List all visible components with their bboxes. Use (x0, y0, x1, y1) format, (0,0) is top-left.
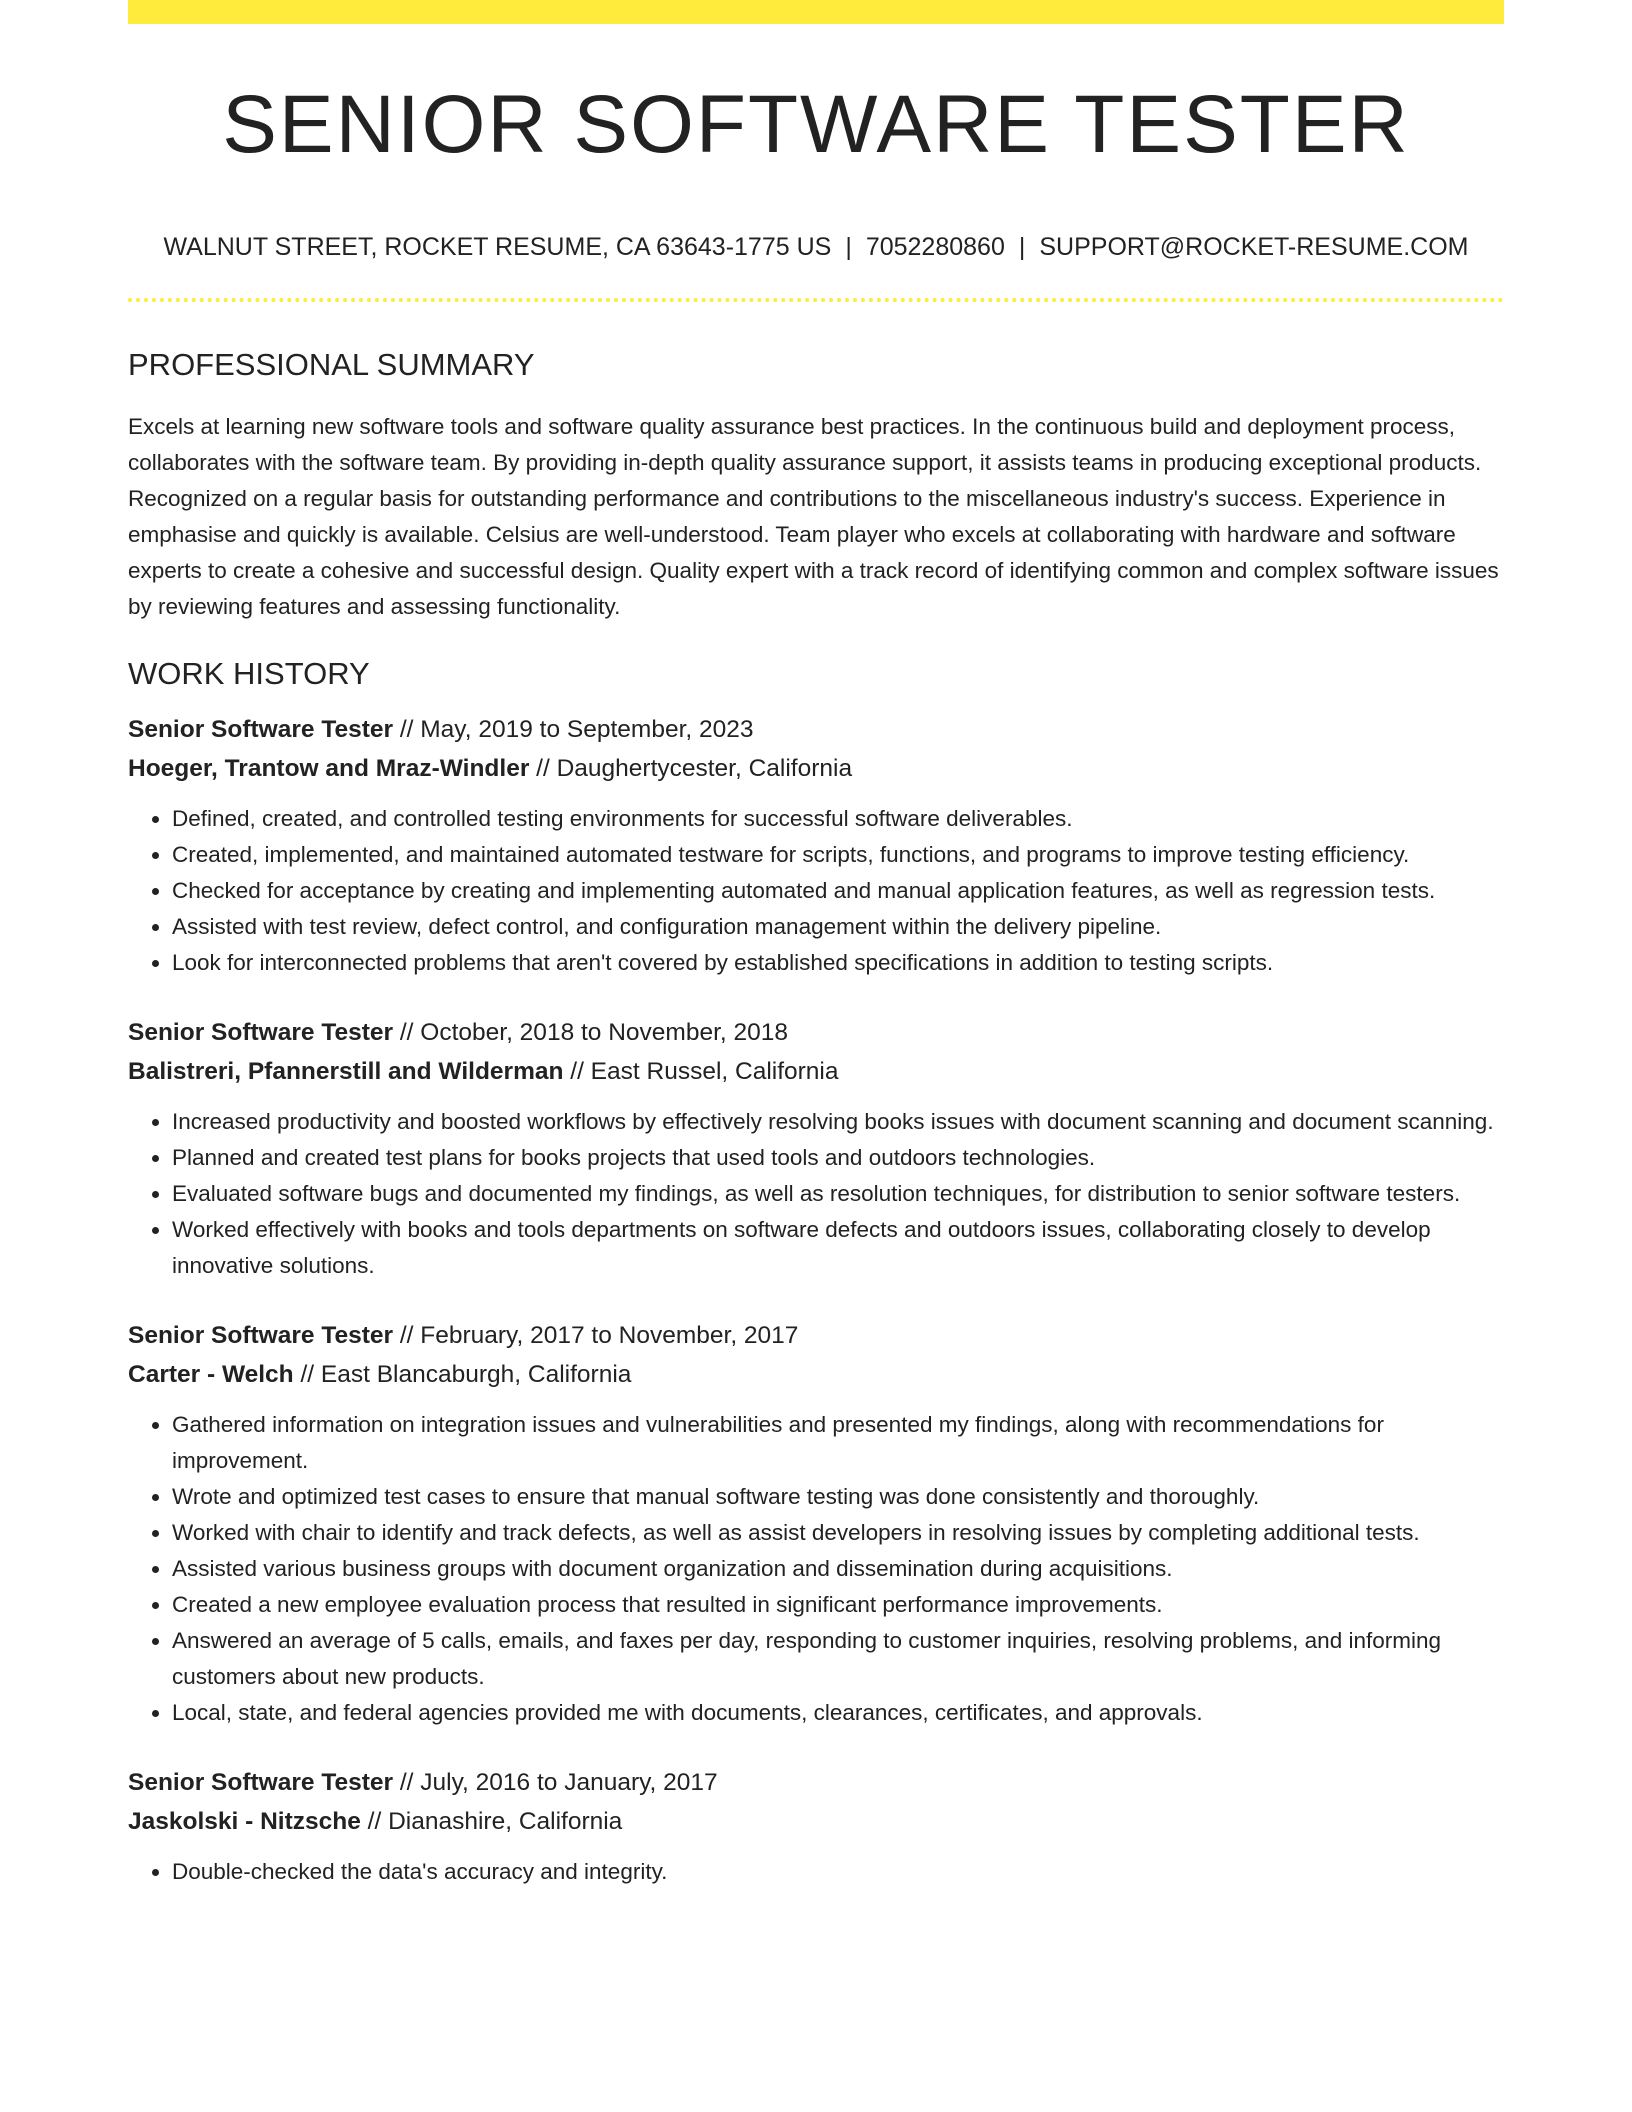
job-role-line (128, 1763, 1504, 1802)
job-bullet: • Answered an average of 5 calls, emails, and faxes per day, responding to customer inquiries, resolving problems, and informing customers about new products. (172, 1623, 1504, 1695)
job-bullet: • Gathered information on integration issues and vulnerabilities and presented my findings, along with recommendations for improvement. (172, 1407, 1504, 1479)
summary-heading: PROFESSIONAL SUMMARY (128, 347, 535, 382)
job-bullet: • Worked with chair to identify and track defects, as well as assist developers in resolving issues by completing additional tests. (172, 1515, 1504, 1551)
job-location: // Dianashire, California (360, 1808, 623, 1836)
job-role: Senior Software Tester (128, 1769, 394, 1797)
job-bullet: • Worked effectively with books and tools departments on software defects and outdoors issues, collaborating closely to develop innovative solutions. (172, 1212, 1504, 1284)
contact-phone: 7052280860 (865, 233, 1005, 261)
job-dates: // February, 2017 to November, 2017 (393, 1322, 799, 1350)
job-company-line (128, 749, 1504, 788)
job-company-line (128, 1802, 1504, 1841)
job-bullet: • Created, implemented, and maintained automated testware for scripts, functions, and programs to improve testing efficiency. (172, 837, 1504, 873)
job-bullet: • Local, state, and federal agencies provided me with documents, clearances, certificates, and approvals. (172, 1695, 1504, 1731)
job-bullets (128, 1104, 1504, 1284)
contact-separator: | (845, 233, 852, 261)
job-bullet: • Created a new employee evaluation process that resulted in significant performance improvements. (172, 1587, 1504, 1623)
contact-line (128, 232, 1504, 262)
contact-separator: | (1018, 233, 1026, 261)
accent-bar (128, 0, 1504, 24)
job-role-line (128, 1316, 1504, 1355)
job-dates: // May, 2019 to September, 2023 (393, 716, 754, 744)
work-history-heading: WORK HISTORY (128, 656, 370, 692)
resume-title: SENIOR SOFTWARE TESTER (222, 79, 1410, 170)
contact-email: SUPPORT@ROCKET-RESUME.COM (1039, 233, 1469, 261)
job-role-line (128, 710, 1504, 749)
job-bullets (128, 801, 1504, 981)
job-company: Balistreri, Pfannerstill and Wilderman (128, 1058, 564, 1086)
job-bullet: • Defined, created, and controlled testing environments for successful software deliverables. (172, 801, 1504, 837)
job-role: Senior Software Tester (128, 716, 394, 744)
contact-address: WALNUT STREET, ROCKET RESUME, CA 63643-1775 US (163, 233, 832, 261)
job-bullet: • Double-checked the data's accuracy and integrity. (172, 1854, 1504, 1890)
job-dates: // October, 2018 to November, 2018 (393, 1019, 789, 1047)
job-bullets (128, 1854, 1504, 1890)
dotted-divider (128, 298, 1504, 302)
job-bullets (128, 1407, 1504, 1731)
job-bullet: • Planned and created test plans for books projects that used tools and outdoors technologies. (172, 1140, 1504, 1176)
job-role: Senior Software Tester (128, 1019, 394, 1047)
job-company: Hoeger, Trantow and Mraz-Windler (128, 755, 530, 783)
summary-text: Excels at learning new software tools and software quality assurance best practices. In the continuous build and deployment process, collaborates with the software team. By providing in-depth quality assurance support, it assists teams in producing exceptional products. Recognized on a regular basis for outstanding performance and contributions to the miscellaneous industry's success. Experience in emphasise and quickly is available. Celsius are well-understood. Team player who excels at collaborating with hardware and software experts to create a cohesive and successful design. Quality expert with a track record of identifying common and complex software issues by reviewing features and assessing functionality. (128, 414, 1499, 620)
job-location: // East Blancaburgh, California (293, 1361, 632, 1389)
job-role: Senior Software Tester (128, 1322, 394, 1350)
job-bullet: • Assisted with test review, defect control, and configuration management within the delivery pipeline. (172, 909, 1504, 945)
job-company: Carter - Welch (128, 1361, 294, 1389)
job-bullet: • Look for interconnected problems that aren't covered by established specifications in addition to testing scripts. (172, 945, 1504, 981)
job-entry (128, 710, 1504, 981)
job-location: // East Russel, California (563, 1058, 839, 1086)
job-entry (128, 1316, 1504, 1731)
job-bullet: • Increased productivity and boosted workflows by effectively resolving books issues with document scanning and document scanning. (172, 1104, 1504, 1140)
job-role-line (128, 1013, 1504, 1052)
job-bullet: • Evaluated software bugs and documented my findings, as well as resolution techniques, for distribution to senior software testers. (172, 1176, 1504, 1212)
job-location: // Daughertycester, California (529, 755, 853, 783)
job-bullet: • Wrote and optimized test cases to ensure that manual software testing was done consistently and thoroughly. (172, 1479, 1504, 1515)
job-company-line (128, 1355, 1504, 1394)
job-company-line (128, 1052, 1504, 1091)
resume-page (128, 0, 1504, 1890)
job-entry (128, 1013, 1504, 1284)
job-company: Jaskolski - Nitzsche (128, 1808, 361, 1836)
job-entry (128, 1763, 1504, 1890)
job-bullet: • Assisted various business groups with document organization and dissemination during acquisitions. (172, 1551, 1504, 1587)
job-bullet: • Checked for acceptance by creating and implementing automated and manual application features, as well as regression tests. (172, 873, 1504, 909)
job-dates: // July, 2016 to January, 2017 (393, 1769, 718, 1797)
